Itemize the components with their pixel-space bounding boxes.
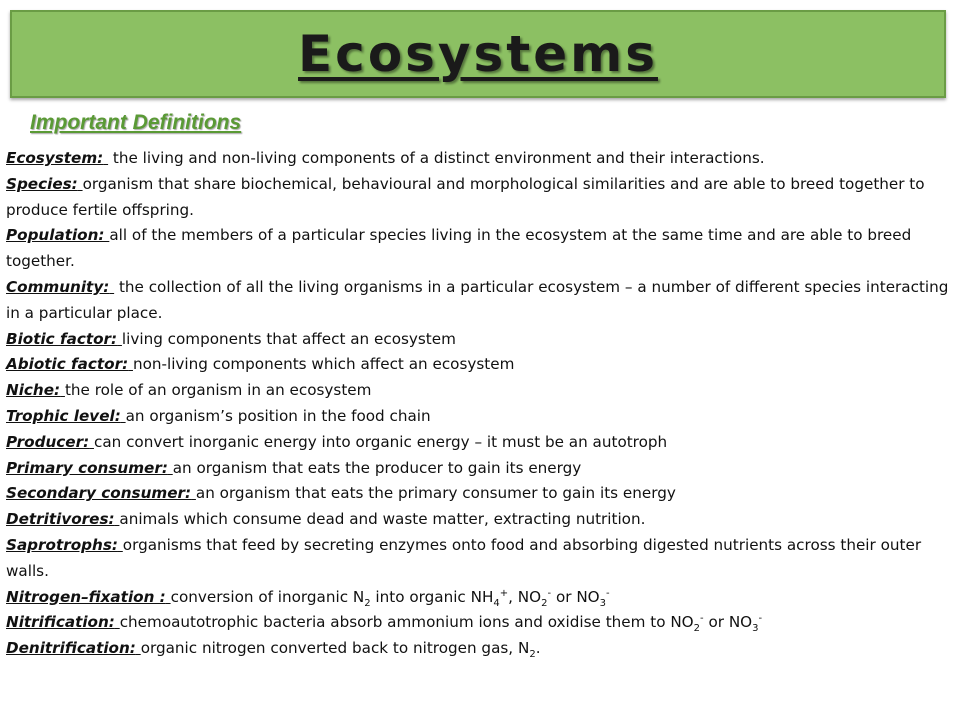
title-banner	[10, 10, 946, 98]
definition-term: Nitrogen–fixation :	[6, 587, 166, 606]
definition-denitrification	[6, 636, 952, 662]
definition-term: Biotic factor:	[6, 329, 118, 348]
definition-saprotrophs	[6, 533, 952, 585]
superscript: +	[499, 587, 509, 599]
definition-ecosystem	[6, 146, 952, 172]
superscript: -	[700, 613, 704, 625]
definition-niche	[6, 378, 952, 404]
subscript: 2	[693, 623, 701, 635]
definition-text: organic nitrogen converted back to nitrogen gas, N	[140, 639, 530, 658]
definition-text: or NO	[551, 587, 600, 606]
definition-term: Denitrification:	[6, 639, 136, 658]
definition-abiotic-factor	[6, 352, 952, 378]
definition-text: non-living components which affect an ecosystem	[132, 355, 515, 374]
definition-text: the role of an organism in an ecosystem	[64, 381, 372, 400]
subscript: 4	[493, 597, 500, 609]
definition-text: an organism that eats the producer to gain its energy	[172, 458, 582, 477]
subscript: 2	[541, 597, 548, 609]
definition-text: or NO	[703, 613, 753, 632]
definition-biotic-factor	[6, 327, 952, 353]
superscript: -	[547, 587, 552, 599]
definition-term: Nitrification:	[6, 613, 115, 632]
subscript: 2	[364, 597, 371, 609]
subscript: 3	[599, 597, 607, 609]
superscript: -	[758, 613, 763, 625]
definition-detritivores	[6, 507, 952, 533]
definition-producer	[6, 430, 952, 456]
definition-text: chemoautotrophic bacteria absorb ammonium ions and oxidise them to NO	[119, 613, 694, 632]
definition-population	[6, 223, 952, 275]
subscript: 3	[752, 623, 759, 635]
definition-community	[6, 275, 952, 327]
definition-term: Detritivores:	[6, 510, 115, 529]
definition-text: all of the members of a particular species living in the ecosystem at the same time and are able to breed together.	[6, 226, 912, 271]
definition-term: Community:	[6, 277, 110, 296]
definition-text: can convert inorganic energy into organic energy – it must be an autotroph	[93, 432, 668, 451]
subscript: 2	[529, 649, 536, 661]
page-title: Ecosystems	[298, 25, 658, 83]
definition-text: the living and non-living components of a distinct environment and their interactions.	[112, 149, 765, 167]
definition-term: Saprotrophs:	[6, 535, 118, 554]
definitions-list	[6, 146, 952, 662]
definition-term: Ecosystem:	[6, 149, 104, 167]
definition-nitrification	[6, 610, 952, 636]
definition-term: Population:	[6, 226, 105, 245]
definition-species	[6, 172, 952, 224]
definition-term: Abiotic factor:	[6, 355, 129, 374]
definition-primary-consumer	[6, 456, 952, 482]
definition-text: living components that affect an ecosystem	[121, 329, 456, 348]
definition-text: the collection of all the living organisms in a particular ecosystem – a number of different species interacting in a particular place.	[6, 277, 949, 322]
definition-term: Species:	[6, 174, 78, 193]
definition-term: Trophic level:	[6, 406, 121, 425]
definition-term: Producer:	[6, 432, 90, 451]
definition-secondary-consumer	[6, 481, 952, 507]
definition-text: .	[535, 639, 541, 658]
definition-text: , NO	[508, 587, 542, 606]
section-heading: Important Definitions	[30, 111, 242, 134]
definition-text: into organic NH	[370, 587, 494, 606]
definition-term: Niche:	[6, 381, 61, 400]
definition-text: animals which consume dead and waste matter, extracting nutrition.	[119, 510, 646, 529]
definition-text: conversion of inorganic N	[170, 587, 365, 606]
definition-text: an organism’s position in the food chain	[125, 406, 431, 425]
definition-text: organism that share biochemical, behavioural and morphological similarities and are able to breed together to produce fertile offspring.	[6, 174, 925, 219]
definition-trophic-level	[6, 404, 952, 430]
superscript: -	[606, 587, 610, 599]
definition-text: organisms that feed by secreting enzymes onto food and absorbing digested nutrients across their outer walls.	[6, 535, 922, 580]
definition-text: an organism that eats the primary consumer to gain its energy	[195, 484, 676, 503]
definition-nitrogen-fixation	[6, 585, 952, 611]
definition-term: Secondary consumer:	[6, 484, 192, 503]
definition-term: Primary consumer:	[6, 458, 168, 477]
